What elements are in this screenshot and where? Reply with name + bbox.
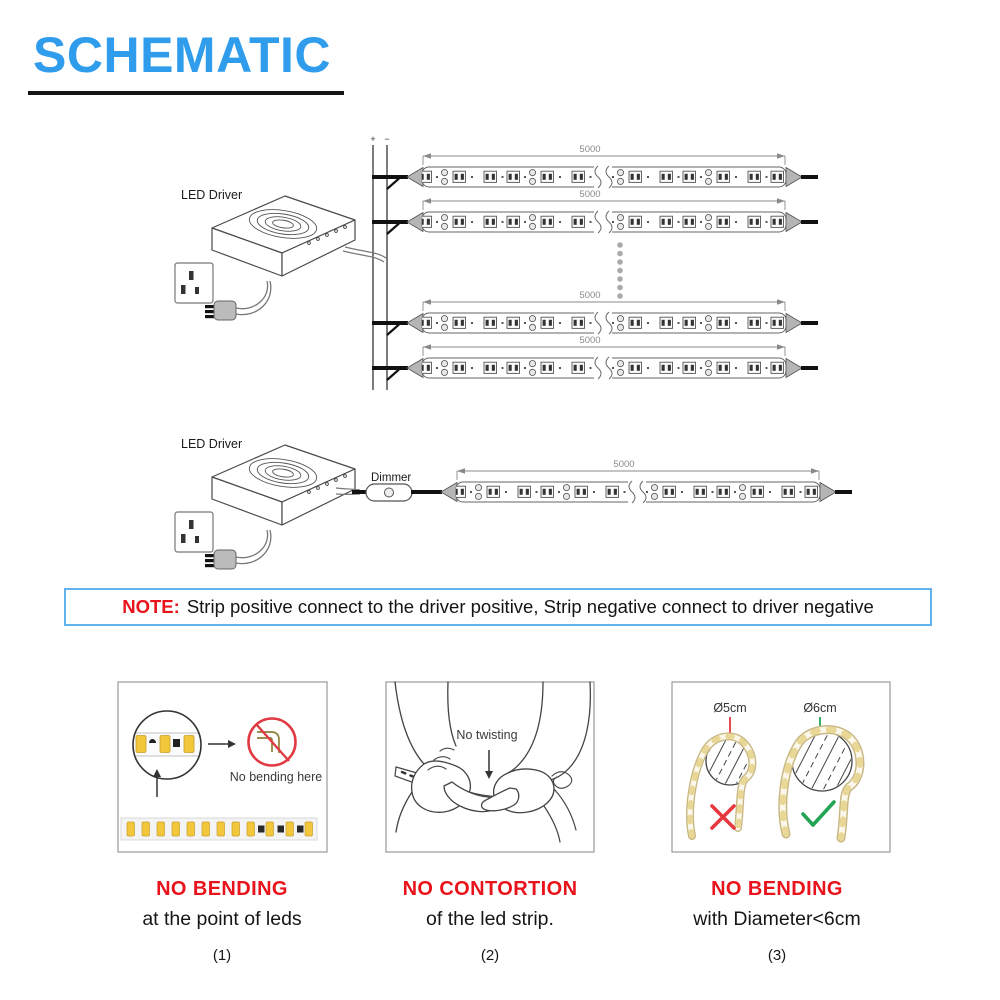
caption-1-number: (1) [212,947,232,964]
multi-strip-wiring-diagram [175,134,818,390]
dimension-label-2: 5000 [579,189,601,200]
dimension-label-3: 5000 [579,290,601,301]
led-driver-2-label: LED Driver [181,437,243,451]
led-driver-1-label: LED Driver [181,188,243,202]
dc-bus-lines [370,134,389,390]
led-strip-2 [392,198,818,233]
led-driver-2 [175,437,360,569]
magnified-strip [128,733,208,756]
led-strip-4 [392,344,818,379]
caption-3 [617,878,937,964]
dimmer-wiring-diagram [175,437,852,569]
panel-no-contortion [386,682,594,852]
caption-3-title: NO BENDING [711,878,843,900]
led-strip-photo [121,818,317,840]
dimmer [352,472,430,501]
led-strip-1 [392,153,818,188]
note-text: Strip positive connect to the driver positive, Strip negative connect to driver negative [186,596,874,617]
no-twisting-label: No twisting [456,728,518,742]
note-label: NOTE: [122,596,180,617]
more-strips-ellipsis [617,242,623,299]
led-strip-3 [392,299,818,334]
led-driver-1 [175,188,386,320]
caption-2-number: (2) [480,947,500,964]
diameter-bad-label: Ø5cm [713,701,747,715]
dimmer-label: Dimmer [371,472,412,484]
panel-no-bending [118,682,327,852]
dimension-label-5: 5000 [613,459,635,470]
note-box [64,588,932,626]
caption-1-title: NO BENDING [156,878,288,900]
strip-branch-wires [372,177,399,380]
caption-3-number: (3) [767,947,787,964]
diameter-good-label: Ø6cm [803,701,837,715]
page-title: SCHEMATIC [33,27,332,83]
caption-3-subtitle: with Diameter<6cm [693,908,861,930]
dimension-label-1: 5000 [579,144,601,155]
caption-2-subtitle: of the led strip. [426,908,554,930]
dimension-label-4: 5000 [579,335,601,346]
bus-positive-label: + [370,134,376,144]
led-strip-5 [426,468,852,503]
caption-2 [330,878,650,964]
caption-2-title: NO CONTORTION [402,878,578,900]
no-bending-here-label: No bending here [229,770,323,784]
bus-negative-label: − [384,134,390,144]
panel-diameter-limit [672,682,890,852]
caption-1-subtitle: at the point of leds [142,908,302,930]
